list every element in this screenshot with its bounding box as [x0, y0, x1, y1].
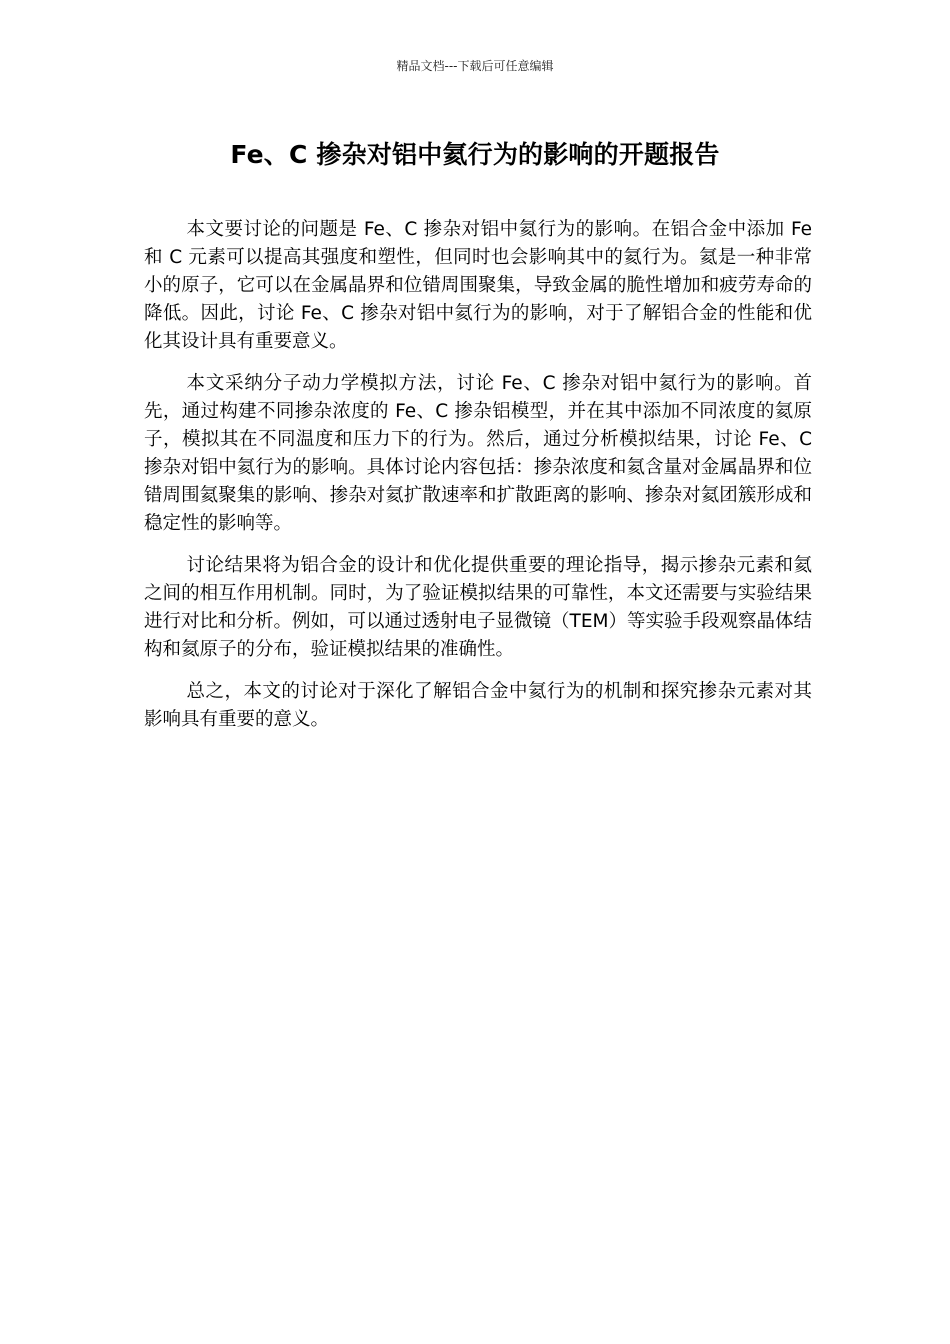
document-body [144, 216, 812, 748]
paragraph-method: 本文采纳分子动力学模拟方法，讨论 Fe、C 掺杂对铝中氦行为的影响。首先，通过构建不同掺杂浓度的 Fe、C 掺杂铝模型，并在其中添加不同浓度的氦原子，模拟其在不同温度和压力下的行为。然后，通过分析模拟结果，讨论 Fe、C 掺杂对铝中氦行为的影响。具体讨论内容包括：掺杂浓度和氦含量对金属晶界和位错周围氦聚集的影响、掺杂对氦扩散速率和扩散距离的影响、掺杂对氦团簇形成和稳定性的影响等。 [144, 373, 812, 534]
document-title: Fe、C 掺杂对铝中氦行为的影响的开题报告 [230, 140, 720, 169]
paragraph-results: 讨论结果将为铝合金的设计和优化提供重要的理论指导，揭示掺杂元素和氦之间的相互作用机制。同时，为了验证模拟结果的可靠性，本文还需要与实验结果进行对比和分析。例如，可以通过透射电子显微镜（TEM）等实验手段观察晶体结构和氦原子的分布，验证模拟结果的准确性。 [144, 555, 812, 660]
paragraph-conclusion: 总之，本文的讨论对于深化了解铝合金中氦行为的机制和探究掺杂元素对其影响具有重要的意义。 [144, 681, 812, 730]
page-header: 精品文档---下载后可任意编辑 [396, 59, 554, 73]
paragraph-intro: 本文要讨论的问题是 Fe、C 掺杂对铝中氦行为的影响。在铝合金中添加 Fe 和 C 元素可以提高其强度和塑性，但同时也会影响其中的氦行为。氦是一种非常小的原子，它可以在金属晶界和位错周围聚集，导致金属的脆性增加和疲劳寿命的降低。因此，讨论 Fe、C 掺杂对铝中氦行为的影响，对于了解铝合金的性能和优化其设计具有重要意义。 [144, 219, 812, 352]
